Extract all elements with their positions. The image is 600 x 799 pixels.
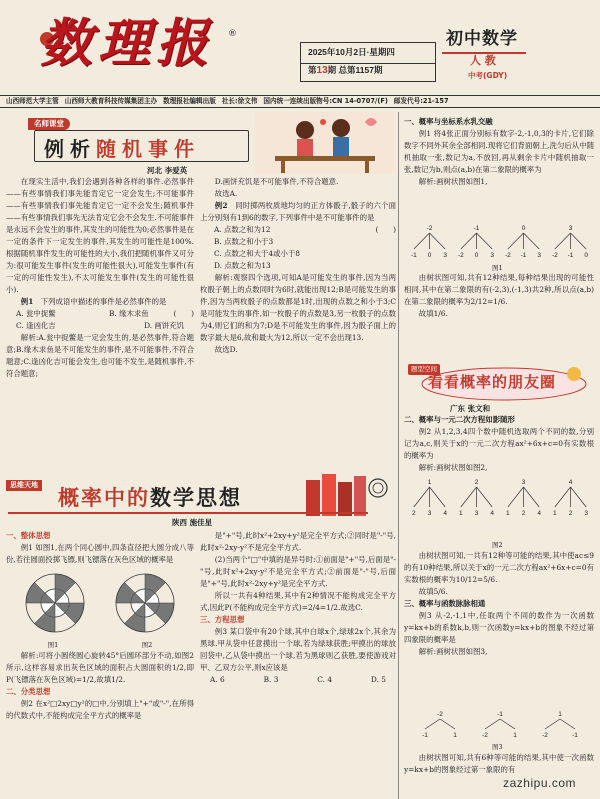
watermark: zazhipu.com [503,776,576,790]
tree-node: 4 [568,479,573,486]
paragraph: D.画饼充饥是不可能事件,不符合题意. [214,177,339,186]
figure-row [6,566,194,640]
section-tag: 思维天地 [6,480,42,491]
paragraph: 解析:画树状图如图3, [418,646,488,656]
paragraph: 所以一共有4种结果,其中有2种情况不能构成完全平方式,因此P(不能构成完全平方式)=2/4=1/2.故选C. [200,590,396,612]
tree-leaf: 3 [537,252,541,259]
paragraph: 在现实生活中,我们会遇到各种各样的事件.必然事件——有些事情我们事先能肯定它一定会发生;不可能事件——有些事情我们事先能肯定它一定不会发生;随机事件——有些事情我们事先无法肯定它会不会发生.不可能事件是永远不会发生的事件,其发生的可能性为0;必然事件是在一定的条件下一定发生的事件,其发生的可能性是100%.根据随机事件发生的可能性的大小,我们把随机事件又可分为:很可能发生事件(发生的可能性很大),可能发生事件(有一定的可能性发生),不太可能发生事件(发生的可能性很小). [6,177,194,294]
exam-label: 中考(GDY) [468,71,508,80]
paragraph: 例2 从1,2,3,4四个数中随机选取两个不同的数,分别记为a,c,则关于x的一元二次方程ax²+6x+c=0有实数根的概率为 [404,426,594,460]
paragraph: 例1 将4张正面分别标有数字-2,-1,0,3的卡片,它们除数字不同外其余全部相同.现将它们背面朝上,洗匀后从中随机抽取一张,数记为a,不放回,再从剩余卡片中随机抽取一张,数记为b,则点(a,b)在第二象限的概率为 [404,128,594,174]
banner-title: 看看概率的朋友圈 [428,373,557,391]
tree-leaf: -1 [422,732,428,739]
article1-column-1: 在现实生活中,我们会遇到各种各样的事件.必然事件——有些事情我们事先能肯定它一定会发生;不可能事件——有些事情我们事先能肯定它一定不会发生;随机事件——有些事情我们事先无法肯定它会不会发生.不可能事件是永远不会发生的事件,其发生的可能性为0;必然事件是在一定的条件下一定发生的事件,其发生的可能性是100%.根据随机事件发生的可能性的大小,我们把随机事件又可分为:很可能发生事件(发生的可能性很大),可能发生事件(有一定的可能性发生),不太可能发生事件(发生的可能性很小). 例1 下列成语中描述的事件是必然事件的是 ( ) A. 瓮中捉鳖 B. 缘木求鱼 C. 逢凶化吉 D. 画饼充饥 解析:A.瓮中捉鳖是一定会发生的,是必然事件,符合题意;B.缘木求鱼是不可能发生的事件,是不可能事件,不符合题意;C.逢凶化吉可能会发生,也可能不发生,是随机事件,不符合题意; [6,177,194,378]
paragraph: 由树状图可知,共有6种等可能的结果,其中使一次函数y=kx+b的图象经过第一象限的有 [404,753,594,774]
tree-leaf: 2 [568,510,573,517]
article2-column-1: 一、整体思想 例1 如图1,在两个同心圆中,四条直径把大圆分成八等份,若往圆面投掷飞镖,则飞镖落在灰色区域的概率是 图1 图2 解析:可将小圆绕圆心旋转45°后圆环部分不动,如图2所示,这样容易求出灰色区域的面积占大圆面积的1/2,即P(飞镖落在灰色区域)=1/2,故填1/2. 二、分类思想 例2 在x²□2xy□y²的□中,分别填上"+"或"-",在所得的代数式中,不能构成完全平方式的概率是 [6,531,194,721]
registered-mark: ® [228,29,237,39]
tree-node: 1 [427,479,432,486]
tree-leaf: -1 [572,732,578,739]
section-tag: 名师课堂 [28,118,70,130]
paragraph: 例3 从-2,-1,1中,任取两个不同的数作为一次函数y=kx+b的系数k,b,则一次函数y=kx+b的图象不经过第四象限的概率是 [404,610,594,644]
tree-diagram-3 [410,708,590,744]
tree-branch [485,719,500,729]
figure-caption: 图1 [492,264,503,272]
tree-branch [555,487,571,507]
tree-leaf: 1 [453,732,457,739]
tree-node: 3 [521,479,526,486]
section-tag: 题型空间 [408,364,440,375]
tree-leaf: -1 [410,252,417,259]
tree-leaf: 3 [443,252,447,259]
tree-branch [414,487,430,507]
tree-branch [560,719,575,729]
tree-node: 3 [568,225,573,232]
tree-leaf: 1 [513,732,517,739]
paragraph: 由树状图可知,共有12种结果,每种结果出现的可能性相同,其中在第二象限的有(-2,3),(-1,3)共2种,所以点(a,b)在第二象限的概率为2/12=1/6. [404,273,594,306]
title-underline [8,512,368,514]
tree-leaf: 1 [506,510,510,517]
figure-caption: 图3 [492,743,503,751]
paragraph: 解析:观察四个选项,可知A是可能发生的事件,因为当两枚骰子朝上的点数同时为6时,就能出现12;B是可能发生的事件,因为当两枚骰子的点数都是1时,出现的点数之和小于3;C是可能发生的事件,如一枚骰子的点数是3,另一枚骰子的点数为4,则它们的和为7;D是不可能发生的事件,因为骰子面上的数字最大是6,故和最大为12,所以一定不会出现13. [200,272,396,342]
tree-leaf: 4 [537,510,541,517]
right-column-bottom [404,752,594,776]
article-title: 概率中的数学思想 [58,486,242,510]
figure-caption: 图1 [47,640,59,649]
right-column-sol1 [404,272,594,320]
tree-leaf: -2 [504,252,511,259]
paragraph: 解析:画树状图如图1, [418,176,488,186]
tree-leaf: 2 [521,510,526,517]
paragraph: 故填1/6. [418,308,448,318]
tree-leaf: 0 [427,252,432,259]
tree-diagram-1 [406,222,594,266]
tree-branch [524,233,540,249]
right-column-top: 一、概率与坐标系水乳交融 例1 将4张正面分别标有数字-2,-1,0,3的卡片,它们除数字不同外其余全部相同.现将它们背面朝上,洗匀后从中随机抽取一张,数记为a,不放回,再从剩余卡片中随机抽取一张,数记为b,则点(a,b)在第二象限的概率为 解析:画树状图如图1, [404,117,594,186]
tree-branch [461,233,477,249]
paragraph: (2)当两个"□"中填的是异号时:①前面是"+"号,后面是"-"号,此时x²+2xy-y²不是完全平方式;②前面是"-"号,后面是"+"号,此时x²-2xy+y²是完全平方式. [200,554,396,588]
tree-leaf: -2 [457,252,464,259]
tree-branch [524,487,540,507]
figure-caption: 图2 [492,541,503,549]
tree-leaf: 3 [474,510,479,517]
tree-branch [430,487,446,507]
tree-node: -1 [473,225,480,232]
info-item: 山西师大教育科技传媒集团主办 [64,97,158,105]
tree-branch [430,233,446,249]
paragraph: 例2 在x²□2xy□y²的□中,分别填上"+"或"-",在所得的代数式中,不能构成完全平方式的概率是 [6,699,194,721]
paragraph: 故选D. [214,344,238,354]
issue-date: 2025年10月2日·星期四 [308,47,395,57]
tree-node: 0 [521,225,526,232]
paragraph: 故填5/6. [418,586,448,596]
tree-node: -2 [437,711,443,718]
tree-leaf: 1 [459,510,463,517]
publisher-info-bar [0,95,600,108]
paragraph: 例3 某口袋中有20个球,其中白球x个,绿球2x个,其余为黑球.甲从袋中任意摸出一个球,若为绿球获胜;甲摸出的球放回袋中,乙从袋中摸出一个球,若为黑球则乙获胜,要使游戏对甲、乙双方公平,则x应该是 [200,626,396,672]
paragraph: 例1 如图1,在两个同心圆中,四条直径把大圆分成八等份,若往圆面投掷飞镖,则飞镖落在灰色区域的概率是 [6,542,194,564]
tree-branch [477,487,493,507]
info-item: 山西师范大学主管 [6,97,59,105]
tree-branch [477,233,493,249]
paragraph: 是"+"号,此时x²+2xy+y²是完全平方式;②同时是"-"号,此时x²-2xy-y²不是完全平方式. [200,531,396,552]
right-column-sol2: 由树状图可知,一共有12种等可能的结果,其中使ac≤9的有10种结果,所以关于x的一元二次方程ax²+6x+c=0有实数根的概率为10/12=5/6. 故填5/6. 三、概率与函数脉脉相通 例3 从-2,-1,1中,任取两个不同的数作为一次函数y=kx+b的系数k,b,则一次函数y=kx+b的图象不经过第四象限的概率是 解析:画树状图如图3, [404,551,594,656]
tree-branch [508,487,524,507]
info-item: 国内统一连续出版物号:CN 14-0707/(F) [263,97,388,105]
tree-branch [508,233,524,249]
figure-2-target [114,572,176,634]
tree-node: -1 [497,711,503,718]
tree-leaf: 0 [584,252,588,259]
issue-number: 第13期 总第1157期 [308,65,383,77]
author-line: 广东 张文和 [450,404,491,413]
tree-diagram-2 [406,476,594,542]
tree-leaf: -2 [482,732,488,739]
tree-branch [500,719,515,729]
paragraph: 解析:可将小圆绕圆心旋转45°后圆环部分不动,如图2所示,这样容易求出灰色区域的面积占大圆面积的1/2,即P(飞镖落在灰色区域)=1/2,故填1/2. [6,651,194,685]
tree-branch [440,719,455,729]
author-line: 河北 李爱英 [147,166,188,175]
paragraph: 由树状图可知,一共有12种等可能的结果,其中使ac≤9的有10种结果,所以关于x的一元二次方程ax²+6x+c=0有实数根的概率为10/12=5/6. [404,551,594,584]
issue-box [300,42,436,82]
tree-leaf: 3 [490,252,494,259]
tree-leaf: -1 [520,252,527,259]
figure-caption: 图2 [141,640,153,649]
figure-1-target [24,572,86,634]
tree-node: 2 [474,479,479,486]
article1-column-2: D.画饼充饥是不可能事件,不符合题意. 故选A. 例2 同时掷两枚质地均匀的正方体骰子,骰子的六个面上分别刻有1到6的数字,下列事件中是不可能事件的是 ( ) A. 点数之和为12 B. 点数之和小于3 C. 点数之和大于4或小于8 D. 点数之和为13 解析:观察四个选项,可知A是可能发生的事件,因为当两枚骰子朝上的点数同时为6时,就能出现12;B是可能发生的事件,因为当两枚骰子的点数都是1时,出现的点数之和小于3;C是可能发生的事件,如一枚骰子的点数是3,另一枚骰子的点数为4,则它们的和为7;D是不可能发生的事件,因为骰子面上的数字最大是6,故和最大为12,所以一定不会出现13. 故选D. [200,177,396,354]
info-item: 数理报社编辑出版 [163,97,216,105]
couple-illustration [255,112,395,174]
tree-branch [571,487,587,507]
paragraph: 解析:A.瓮中捉鳖是一定会发生的,是必然事件,符合题意;B.缘木求鱼是不可能发生的事件,是不可能事件,不符合题意;C.逢凶化吉可能会发生,也可能不发生,是随机事件,不符合题意; [6,332,194,378]
tree-leaf: 4 [443,510,447,517]
author-line: 陕西 施佳星 [172,518,213,527]
tree-leaf: -1 [567,252,574,259]
column-divider [398,112,399,799]
tree-leaf: -2 [542,732,548,739]
paragraph: 故选A. [214,188,238,198]
info-item: 社长:徐文伟 [221,97,258,105]
tree-leaf: 3 [584,510,588,517]
tree-branch [425,719,440,729]
newspaper-logo: 数理报 [40,13,215,74]
tree-leaf: -2 [551,252,558,259]
tree-leaf: 1 [553,510,557,517]
tree-branch [461,487,477,507]
paragraph: 解析:画树状图如图2, [418,462,488,472]
right-column-mid: 二、概率与一元二次方程如影随形 例2 从1,2,3,4四个数中随机选取两个不同的数,分别记为a,c,则关于x的一元二次方程ax²+6x+c=0有实数根的概率为 解析:画树状图如图2, [404,415,594,472]
tree-leaf: 4 [490,510,494,517]
tree-node: 1 [558,711,562,718]
masthead [0,0,600,96]
tree-branch [555,233,571,249]
tree-leaf: 2 [412,510,416,517]
subject-title: 初中数学 [446,29,518,49]
feature-banner [408,362,588,402]
info-item: 邮发代号:21-157 [393,97,449,105]
tree-branch [414,233,430,249]
edition-label: 人 教 [470,54,496,67]
tree-leaf: 3 [427,510,432,517]
article2-column-2: 是"+"号,此时x²+2xy+y²是完全平方式;②同时是"-"号,此时x²-2xy-y²不是完全平方式. (2)当两个"□"中填的是异号时:①前面是"+"号,后面是"-"号,此时x²+2xy-y²不是完全平方式;②前面是"-"号,后面是"+"号,此时x²-2xy+y²是完全平方式. 所以一共有4种结果,其中有2种情况不能构成完全平方式,因此P(不能构成完全平方式)=2/4=1/2.故选C. 三、方程思想 例3 某口袋中有20个球,其中白球x个,绿球2x个,其余为黑球.甲从袋中任意摸出一个球,若为绿球获胜;甲摸出的球放回袋中,乙从袋中摸出一个球,若为黑球则乙获胜,要使游戏对甲、乙双方公平,则x应该是 A. 6 B. 3 C. 4 D. 5 [200,531,396,684]
tree-branch [545,719,560,729]
tree-branch [571,233,587,249]
article-title: 例析随机事件 [44,137,200,161]
tree-leaf: 0 [474,252,479,259]
tree-node: -2 [426,225,433,232]
